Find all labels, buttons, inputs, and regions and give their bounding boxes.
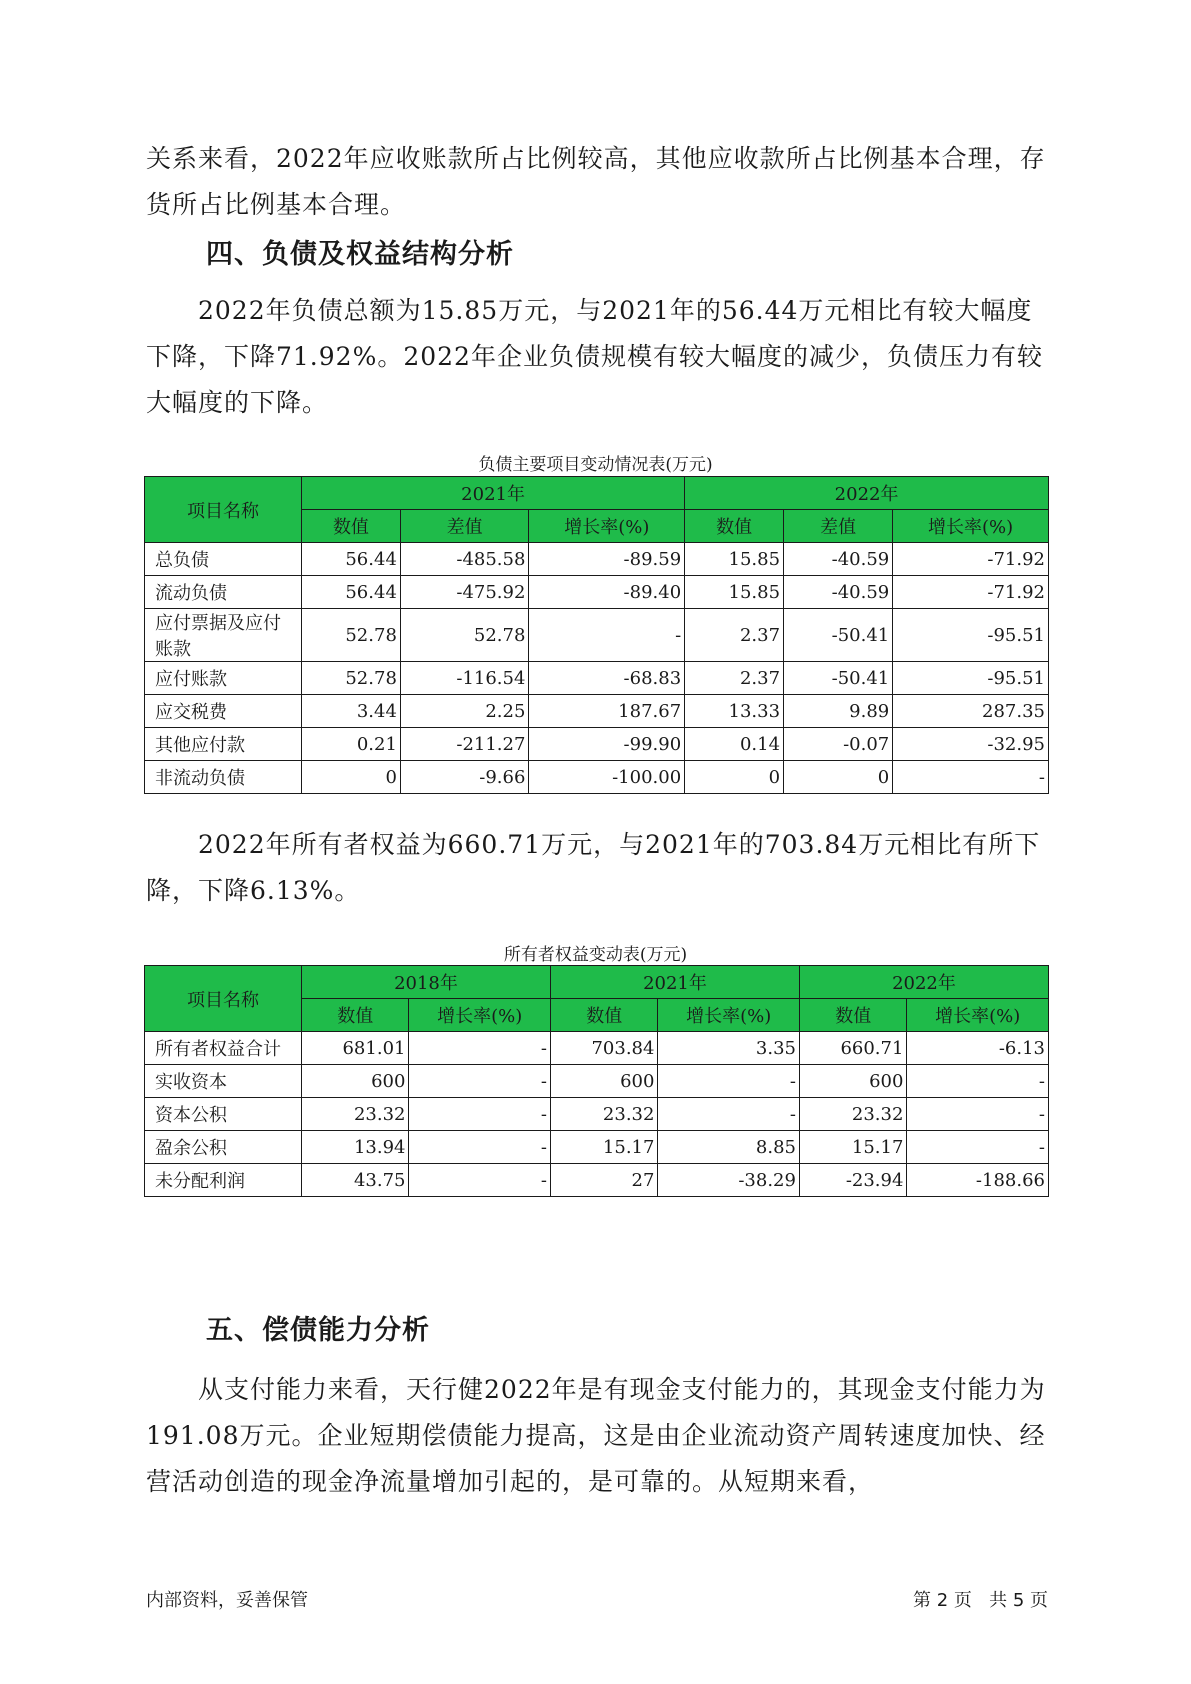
table-cell: 681.01 [302, 1032, 409, 1065]
row-label: 实收资本 [145, 1065, 302, 1098]
column-header-year: 2022年 [685, 477, 1049, 510]
row-label: 应交税费 [145, 695, 302, 728]
table-cell: -188.66 [907, 1164, 1049, 1197]
column-header-year: 2021年 [302, 477, 685, 510]
table-cell: 660.71 [799, 1032, 906, 1065]
table-cell: 27 [550, 1164, 657, 1197]
table-cell: -40.59 [784, 576, 893, 609]
table-cell: 56.44 [302, 576, 401, 609]
table-row [145, 1098, 1049, 1131]
table-cell: 9.89 [784, 695, 893, 728]
table-cell: 287.35 [893, 695, 1049, 728]
table-row [145, 543, 1049, 576]
table-row [145, 1032, 1049, 1065]
table-row [145, 728, 1049, 761]
column-header-item: 项目名称 [145, 477, 302, 543]
table-cell: 23.32 [799, 1098, 906, 1131]
column-header-growth-rate: 增长率(%) [658, 999, 800, 1032]
table-cell: 0 [784, 761, 893, 794]
table-cell: - [658, 1098, 800, 1131]
row-label: 资本公积 [145, 1098, 302, 1131]
table-row [145, 761, 1049, 794]
row-label: 总负债 [145, 543, 302, 576]
table-cell: 600 [550, 1065, 657, 1098]
table-cell: - [658, 1065, 800, 1098]
table-cell: 2.25 [400, 695, 529, 728]
table-cell: 187.67 [529, 695, 685, 728]
table-row [145, 1164, 1049, 1197]
table-cell: -38.29 [658, 1164, 800, 1197]
table-cell: -211.27 [400, 728, 529, 761]
table-cell: 56.44 [302, 543, 401, 576]
table-cell: - [893, 761, 1049, 794]
table-cell: 0 [302, 761, 401, 794]
table-cell: 15.17 [550, 1131, 657, 1164]
column-header-growth-rate: 增长率(%) [907, 999, 1049, 1032]
table-cell: - [409, 1065, 551, 1098]
table-cell: 13.33 [685, 695, 784, 728]
column-header-year: 2022年 [799, 966, 1048, 999]
table-cell: -89.59 [529, 543, 685, 576]
row-label: 未分配利润 [145, 1164, 302, 1197]
footer-page-number: 第 2 页 共 5 页 [913, 1590, 1048, 1611]
table-row [145, 662, 1049, 695]
table-cell: -68.83 [529, 662, 685, 695]
table-cell: 0.21 [302, 728, 401, 761]
column-header-value: 数值 [799, 999, 906, 1032]
table-cell: 43.75 [302, 1164, 409, 1197]
paragraph-solvency: 从支付能力来看，天行健2022年是有现金支付能力的，其现金支付能力为191.08万元。企业短期偿债能力提高，这是由企业流动资产周转速度加快、经营活动创造的现金净流量增加引起的，是可靠的。从短期来看， [146, 1375, 1046, 1496]
table-cell: -0.07 [784, 728, 893, 761]
table-cell: 2.37 [685, 609, 784, 662]
table-cell: 52.78 [302, 662, 401, 695]
column-header-value: 数值 [302, 999, 409, 1032]
table-cell: -9.66 [400, 761, 529, 794]
table-cell: -23.94 [799, 1164, 906, 1197]
table-cell: -40.59 [784, 543, 893, 576]
liabilities-table-body [145, 543, 1049, 794]
table-cell: 15.85 [685, 576, 784, 609]
column-header-growth-rate: 增长率(%) [409, 999, 551, 1032]
table-cell: 23.32 [302, 1098, 409, 1131]
column-header-value: 数值 [685, 510, 784, 543]
equity-table-body [145, 1032, 1049, 1197]
paragraph-owners-equity: 2022年所有者权益为660.71万元，与2021年的703.84万元相比有所下降，下降6.13%。 [146, 830, 1041, 905]
table-cell: - [907, 1131, 1049, 1164]
table-row [145, 576, 1049, 609]
row-label: 应付账款 [145, 662, 302, 695]
table-cell: - [409, 1131, 551, 1164]
table-cell: - [529, 609, 685, 662]
table-row [145, 1131, 1049, 1164]
table-cell: - [907, 1065, 1049, 1098]
table-cell: 3.44 [302, 695, 401, 728]
column-header-value: 数值 [302, 510, 401, 543]
table-cell: 600 [302, 1065, 409, 1098]
row-label: 应付票据及应付账款 [145, 609, 302, 662]
table-cell: - [409, 1098, 551, 1131]
table-cell: -6.13 [907, 1032, 1049, 1065]
table-cell: 0.14 [685, 728, 784, 761]
table-cell: -485.58 [400, 543, 529, 576]
table-row [145, 695, 1049, 728]
paragraph-liabilities: 2022年负债总额为15.85万元，与2021年的56.44万元相比有较大幅度下降，下降71.92%。2022年企业负债规模有较大幅度的减少，负债压力有较大幅度的下降。 [146, 296, 1043, 417]
table-cell: -100.00 [529, 761, 685, 794]
table-cell: -50.41 [784, 609, 893, 662]
table-cell: -475.92 [400, 576, 529, 609]
row-label: 盈余公积 [145, 1131, 302, 1164]
table-caption-liabilities: 负债主要项目变动情况表(万元) [478, 455, 713, 475]
section-heading-liabilities-equity: 四、负债及权益结构分析 [206, 239, 514, 270]
column-header-difference: 差值 [784, 510, 893, 543]
table-cell: 15.17 [799, 1131, 906, 1164]
table-cell: -89.40 [529, 576, 685, 609]
row-label: 其他应付款 [145, 728, 302, 761]
footer-confidential-note: 内部资料，妥善保管 [146, 1590, 308, 1611]
table-cell: -71.92 [893, 543, 1049, 576]
equity-table [144, 965, 1049, 1197]
table-cell: 15.85 [685, 543, 784, 576]
table-cell: -71.92 [893, 576, 1049, 609]
table-cell: - [907, 1098, 1049, 1131]
column-header-item: 项目名称 [145, 966, 302, 1032]
table-cell: 8.85 [658, 1131, 800, 1164]
column-header-difference: 差值 [400, 510, 529, 543]
table-cell: 703.84 [550, 1032, 657, 1065]
table-cell: 52.78 [302, 609, 401, 662]
section-heading-solvency: 五、偿债能力分析 [206, 1315, 430, 1346]
column-header-growth-rate: 增长率(%) [529, 510, 685, 543]
table-cell: -95.51 [893, 609, 1049, 662]
table-cell: 2.37 [685, 662, 784, 695]
table-cell: 3.35 [658, 1032, 800, 1065]
liabilities-table [144, 476, 1049, 794]
table-cell: - [409, 1164, 551, 1197]
table-cell: 23.32 [550, 1098, 657, 1131]
table-cell: 0 [685, 761, 784, 794]
table-cell: -95.51 [893, 662, 1049, 695]
table-cell: 52.78 [400, 609, 529, 662]
row-label: 所有者权益合计 [145, 1032, 302, 1065]
row-label: 流动负债 [145, 576, 302, 609]
column-header-value: 数值 [550, 999, 657, 1032]
table-cell: 13.94 [302, 1131, 409, 1164]
table-cell: - [409, 1032, 551, 1065]
table-row [145, 609, 1049, 662]
table-cell: -50.41 [784, 662, 893, 695]
table-row [145, 1065, 1049, 1098]
row-label: 非流动负债 [145, 761, 302, 794]
column-header-year: 2021年 [550, 966, 799, 999]
table-cell: -99.90 [529, 728, 685, 761]
table-caption-equity: 所有者权益变动表(万元) [503, 945, 688, 965]
paragraph-receivables: 关系来看，2022年应收账款所占比例较高，其他应收款所占比例基本合理，存货所占比例基本合理。 [146, 144, 1046, 219]
table-cell: 600 [799, 1065, 906, 1098]
column-header-year: 2018年 [302, 966, 551, 999]
table-cell: -116.54 [400, 662, 529, 695]
table-cell: -32.95 [893, 728, 1049, 761]
column-header-growth-rate: 增长率(%) [893, 510, 1049, 543]
